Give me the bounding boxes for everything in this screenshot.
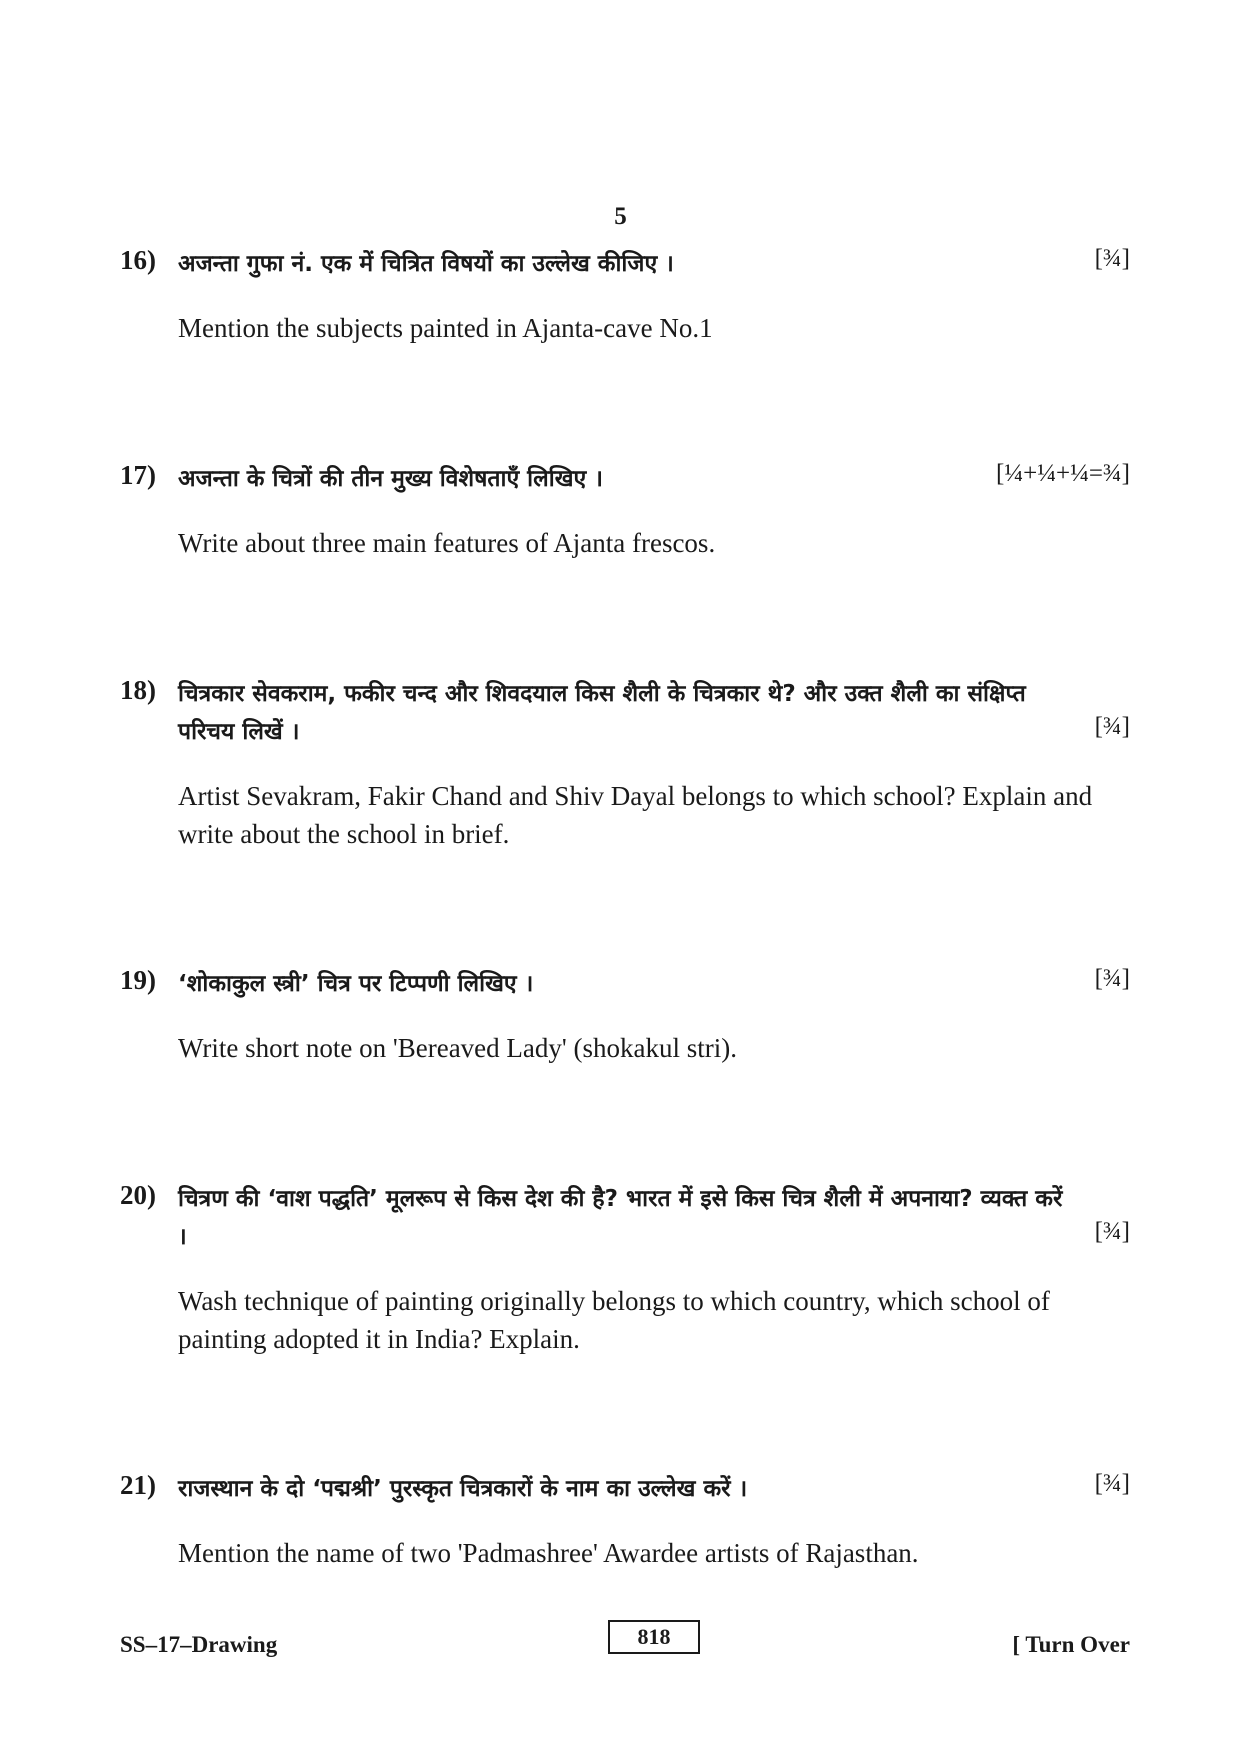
question-19 [120,965,1130,1067]
question-english-text: Write about three main features of Ajanta frescos. [178,528,716,558]
question-18 [120,675,1130,853]
question-english-text: Mention the name of two 'Padmashree' Awardee artists of Rajasthan. [178,1538,919,1568]
marks-label: [¾] [1094,1218,1130,1245]
marks-label: [¾] [1094,713,1130,740]
question-hindi-text: चित्रकार सेवकराम, फकीर चन्द और शिवदयाल किस शैली के चित्रकार थे? और उक्त शैली का संक्षिप्त परिचय लिखें । [178,681,1026,745]
question-english-text: Artist Sevakram, Fakir Chand and Shiv Dayal belongs to which school? Explain and write about the school in brief. [178,781,1093,849]
question-hindi-text: राजस्थान के दो ‘पद्मश्री’ पुरस्कृत चित्रकारों के नाम का उल्लेख करें । [178,1476,748,1502]
question-english-text: Write short note on 'Bereaved Lady' (shokakul stri). [178,1033,737,1063]
page-footer [120,1620,1130,1660]
question-21 [120,1470,1130,1572]
question-17 [120,460,1130,562]
question-english-text: Mention the subjects painted in Ajanta-cave No.1 [178,313,713,343]
marks-label: [¾] [1094,245,1130,272]
marks-label: [¾] [1094,965,1130,992]
question-20 [120,1180,1130,1358]
turn-over-label: [ Turn Over [1012,1632,1130,1657]
question-number: 21) [120,1470,156,1500]
question-hindi-text: अजन्ता के चित्रों की तीन मुख्य विशेषताएँ लिखिए । [178,466,603,492]
question-hindi-text: अजन्ता गुफा नं. एक में चित्रित विषयों का उल्लेख कीजिए । [178,251,674,277]
question-number: 18) [120,675,156,705]
question-number: 19) [120,965,156,995]
question-number: 20) [120,1180,156,1210]
marks-label: [¼+¼+¼=¾] [996,460,1130,487]
question-16 [120,245,1130,347]
question-hindi-text: ‘शोकाकुल स्त्री’ चित्र पर टिप्पणी लिखिए । [178,971,534,997]
question-number: 17) [120,460,156,490]
page-code-box: 818 [608,1620,700,1654]
marks-label: [¾] [1094,1470,1130,1497]
page-number: 5 [614,203,627,230]
question-english-text: Wash technique of painting originally belongs to which country, which school of painting adopted it in India? Explain. [178,1286,1050,1354]
question-number: 16) [120,245,156,275]
paper-code: SS–17–Drawing [120,1632,278,1657]
question-hindi-text: चित्रण की ‘वाश पद्धति’ मूलरूप से किस देश की है? भारत में इसे किस चित्र शैली में अपनाया? व्यक्त करें । [178,1186,1063,1250]
